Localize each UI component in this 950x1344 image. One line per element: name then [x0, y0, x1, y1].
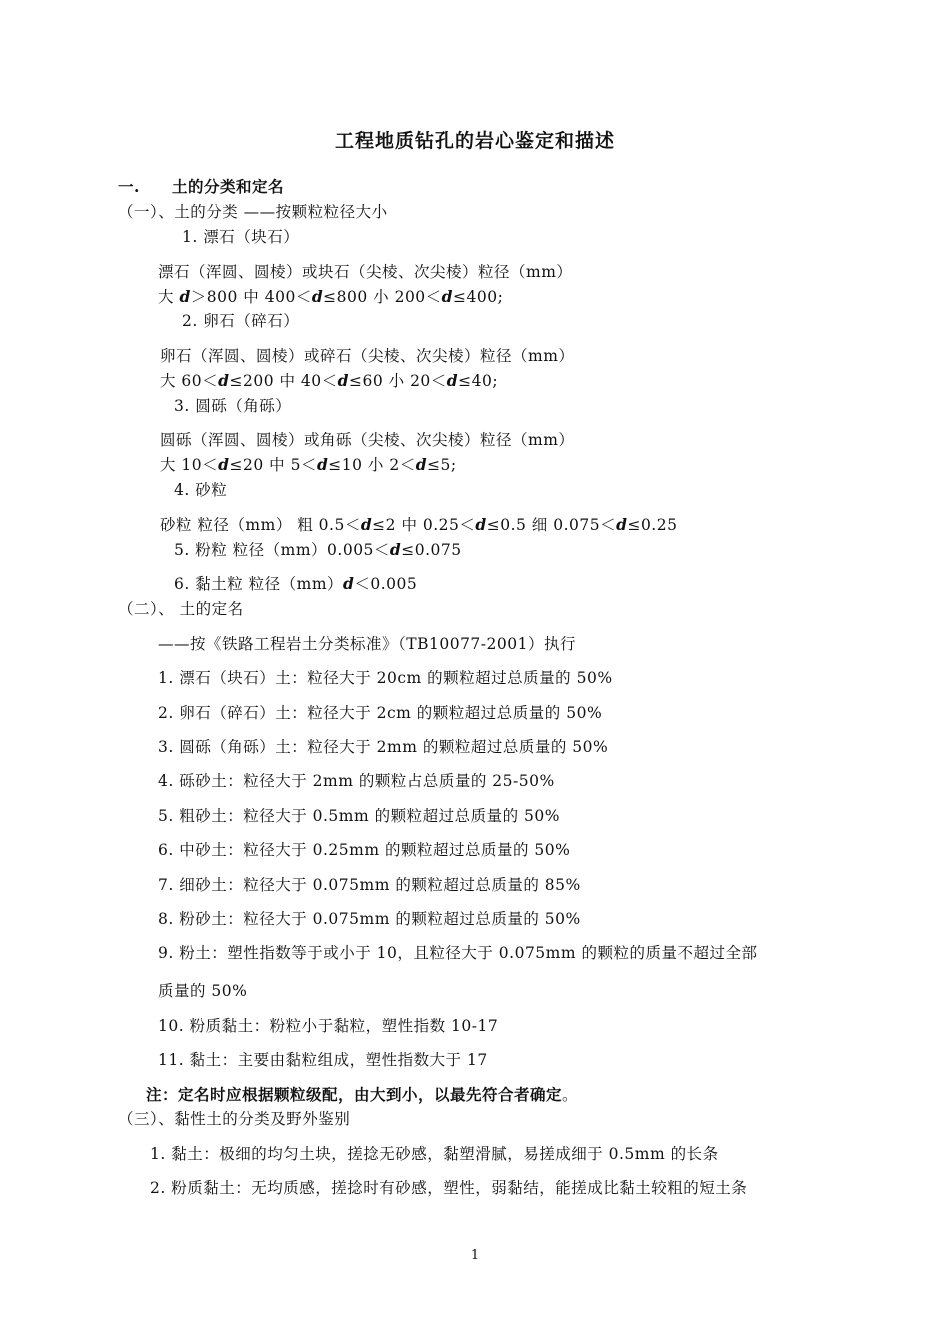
class-item-desc: 漂石（浑圆、圆棱）或块石（尖棱、次尖棱）粒径（mm）: [158, 263, 573, 281]
naming-item: 1. 漂石（块石）土：粒径大于 20cm 的颗粒超过总质量的 50%: [158, 669, 613, 687]
subsection-heading-1: （一）、土的分类 ——按颗粒粒径大小: [118, 203, 388, 221]
naming-item: 5. 粗砂土：粒径大于 0.5mm 的颗粒超过总质量的 50%: [158, 807, 560, 825]
section-heading: 土的分类和定名: [172, 177, 285, 196]
class-item-name: 2. 卵石（碎石）: [182, 312, 300, 330]
class-item-desc: 圆砾（浑圆、圆棱）或角砾（尖棱、次尖棱）粒径（mm）: [160, 431, 575, 449]
naming-item: 11. 黏土：主要由黏粒组成，塑性指数大于 17: [158, 1051, 488, 1069]
class-item-range: 5. 粉粒 粒径（mm）0.005＜d≤0.075: [174, 540, 462, 559]
naming-item: 10. 粉质黏土：粉粒小于黏粒，塑性指数 10-17: [158, 1017, 499, 1035]
standard-reference: ——按《铁路工程岩土分类标准》（TB10077-2001）执行: [158, 635, 576, 653]
naming-item: 4. 砾砂土：粒径大于 2mm 的颗粒占总质量的 25-50%: [158, 772, 555, 790]
naming-item: 7. 细砂土：粒径大于 0.075mm 的颗粒超过总质量的 85%: [158, 876, 581, 894]
naming-item: 6. 中砂土：粒径大于 0.25mm 的颗粒超过总质量的 50%: [158, 841, 571, 859]
clay-identification-item: 2. 粉质黏土：无均质感，搓捻时有砂感，塑性，弱黏结，能搓成比黏土较粗的短土条: [150, 1179, 748, 1197]
class-item-range: 大 d＞800 中 400＜d≤800 小 200＜d≤400;: [158, 287, 504, 306]
class-item-range: 大 10＜d≤20 中 5＜d≤10 小 2＜d≤5;: [160, 455, 457, 474]
naming-item: 2. 卵石（碎石）土：粒径大于 2cm 的颗粒超过总质量的 50%: [158, 704, 603, 722]
naming-note: 注：定名时应根据颗粒级配，由大到小，以最先符合者确定。: [146, 1085, 579, 1104]
naming-item: 3. 圆砾（角砾）土：粒径大于 2mm 的颗粒超过总质量的 50%: [158, 738, 609, 756]
naming-item-continued: 质量的 50%: [158, 982, 248, 1000]
class-item-range: 砂粒 粒径（mm） 粗 0.5＜d≤2 中 0.25＜d≤0.5 细 0.075＜d≤0.25: [160, 515, 678, 534]
page-number: 1: [470, 1248, 480, 1263]
page-title: 工程地质钻孔的岩心鉴定和描述: [334, 130, 615, 152]
class-item-name: 1. 漂石（块石）: [182, 228, 300, 246]
class-item-name: 3. 圆砾（角砾）: [174, 397, 292, 415]
class-item-range: 6. 黏土粒 粒径（mm）d＜0.005: [174, 574, 418, 593]
subsection-heading-3: （三）、黏性土的分类及野外鉴别: [118, 1110, 351, 1128]
naming-item: 9. 粉土：塑性指数等于或小于 10，且粒径大于 0.075mm 的颗粒的质量不超过全部: [158, 944, 758, 962]
class-item-name: 4. 砂粒: [174, 481, 228, 499]
subsection-heading-2: （二）、 土的定名: [118, 600, 244, 618]
class-item-range: 大 60＜d≤200 中 40＜d≤60 小 20＜d≤40;: [160, 371, 499, 390]
section-number: 一.: [118, 177, 140, 196]
naming-item: 8. 粉砂土：粒径大于 0.075mm 的颗粒超过总质量的 50%: [158, 910, 581, 928]
clay-identification-item: 1. 黏土：极细的均匀土块，搓捻无砂感，黏塑滑腻，易搓成细于 0.5mm 的长条: [150, 1145, 719, 1163]
class-item-desc: 卵石（浑圆、圆棱）或碎石（尖棱、次尖棱）粒径（mm）: [160, 347, 575, 365]
